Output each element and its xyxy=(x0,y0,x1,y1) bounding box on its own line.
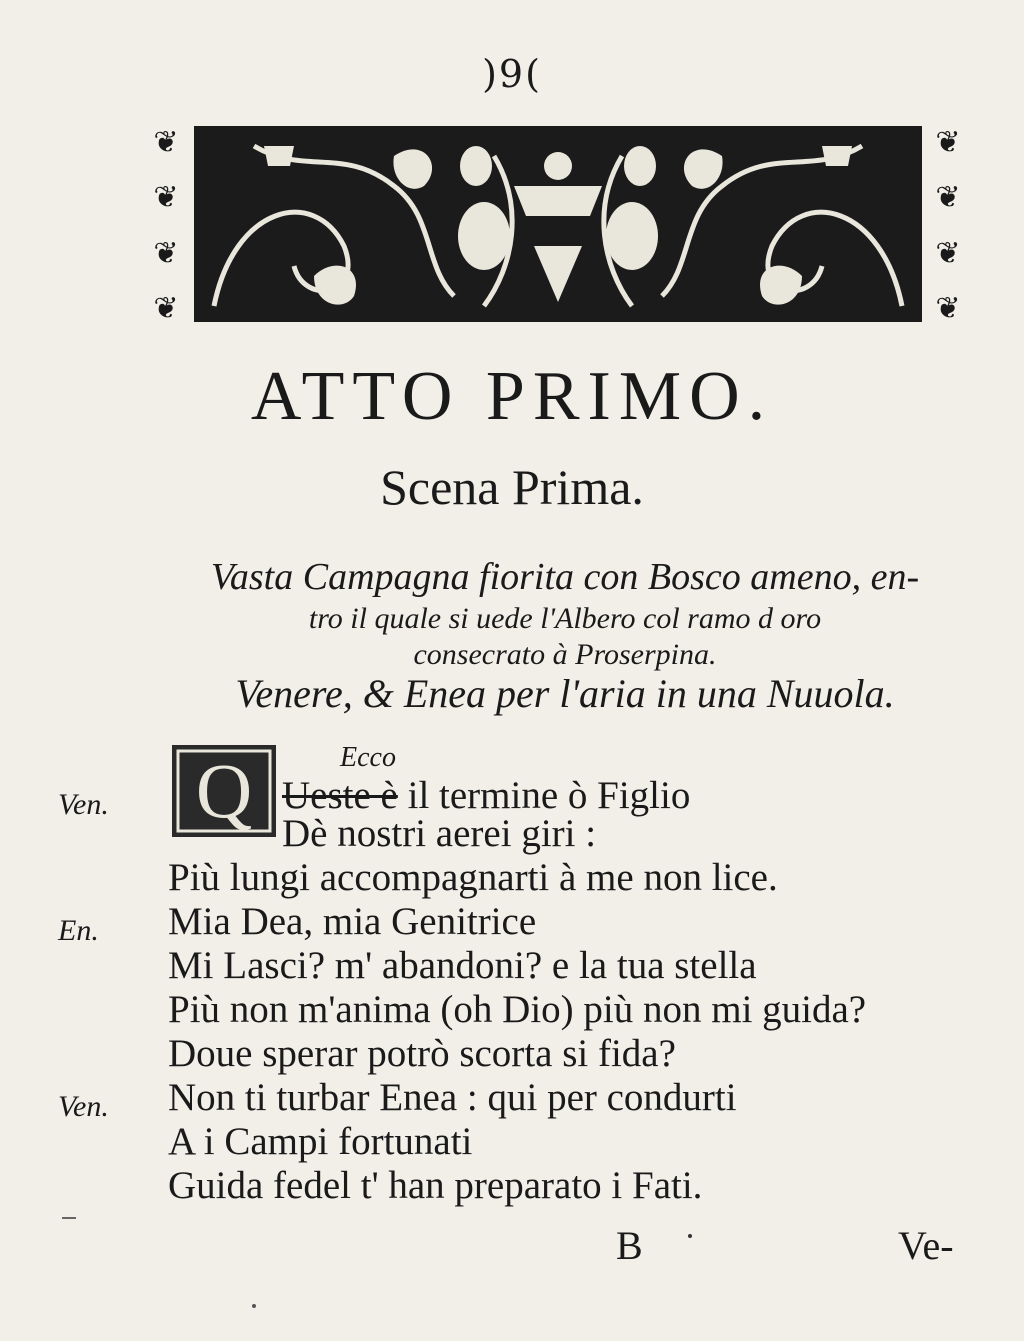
verse-line: A i Campi fortunati xyxy=(168,1120,473,1163)
act-title: ATTO PRIMO. xyxy=(250,358,774,435)
verse-text: il termine ò Figlio xyxy=(397,774,691,817)
speaker-label: Ven. xyxy=(58,788,109,821)
handwritten-note: Ecco xyxy=(340,742,396,773)
verse-line: Mi Lasci? m' abandoni? e la tua stella xyxy=(168,944,757,987)
fleuron-icon: ❦ xyxy=(153,180,179,216)
verse-line: Doue sperar potrò scorta si fida? xyxy=(168,1032,676,1075)
drop-cap-letter: Q xyxy=(195,747,253,834)
verse-line: Più non m'anima (oh Dio) più non mi guida? xyxy=(168,988,867,1031)
stage-direction-line: tro il quale si uede l'Albero col ramo d oro xyxy=(308,602,822,635)
fleuron-icon: ❦ xyxy=(935,290,961,326)
verse-line: Non ti turbar Enea : qui per condurti xyxy=(168,1076,737,1119)
speaker-label: En. xyxy=(58,914,99,947)
fleuron-icon: ❦ xyxy=(153,125,179,160)
stage-direction-line: consecrato à Proserpina. xyxy=(413,638,717,671)
fleuron-icon: ❦ xyxy=(935,180,961,216)
fleuron-icon: ❦ xyxy=(935,125,961,160)
catchword: Ve- xyxy=(898,1223,954,1268)
stage-direction-line: Venere, & Enea per l'aria in una Nuuola. xyxy=(235,671,895,716)
verse-line: Guida fedel t' han preparato i Fati. xyxy=(168,1164,703,1207)
verse-line: Mia Dea, mia Genitrice xyxy=(168,900,537,943)
fleuron-icon: ❦ xyxy=(935,235,961,271)
fleuron-icon: ❦ xyxy=(153,290,179,326)
scene-title: Scena Prima. xyxy=(380,459,644,515)
signature-mark: B xyxy=(616,1223,643,1268)
speaker-label: Ven. xyxy=(58,1090,109,1123)
page-number: )9( xyxy=(482,52,542,96)
struck-text: Ueste è xyxy=(282,774,398,817)
verse-line: Più lungi accompagnarti à me non lice. xyxy=(168,856,778,899)
verse-line: Dè nostri aerei giri : xyxy=(282,812,597,855)
stage-direction-line: Vasta Campagna fiorita con Bosco ameno, en- xyxy=(210,556,920,598)
fleuron-icon: ❦ xyxy=(153,235,179,271)
